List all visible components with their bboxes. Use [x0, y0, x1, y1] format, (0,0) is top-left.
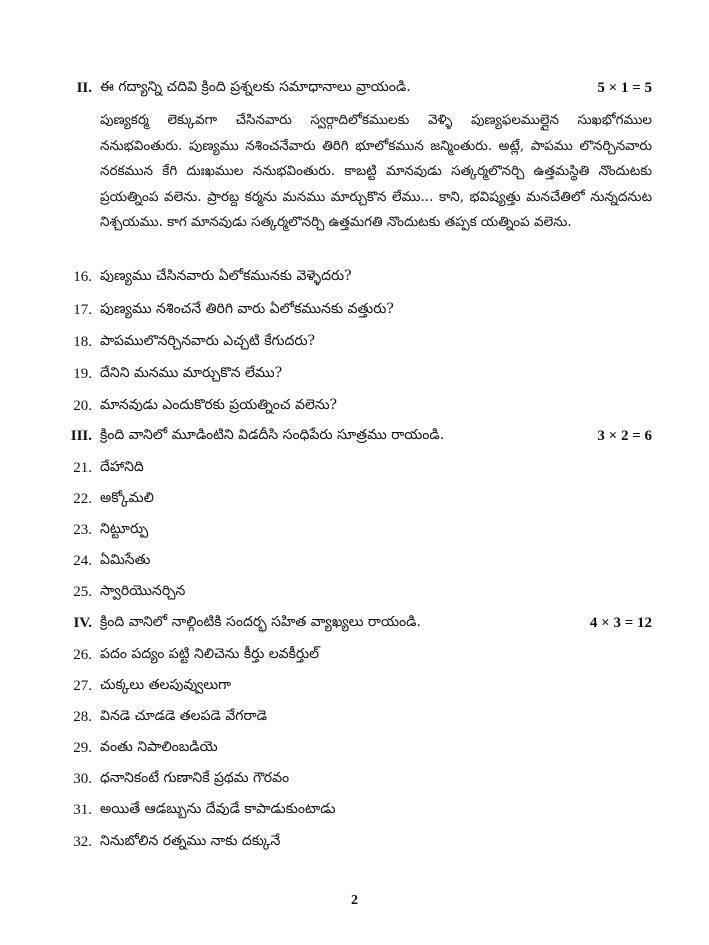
section-number: III.	[70, 427, 92, 444]
question-21	[62, 456, 652, 480]
question-24	[62, 549, 652, 573]
question-text: వంతు నిపాలింబడియె	[100, 738, 218, 755]
section-instruction: క్రింది వానిలో మూడింటిని విడదీసి సంధిపేరు సూత్రము రాయండి.	[100, 426, 445, 443]
question-text: చుక్కలు తలపువ్వులుగా	[100, 676, 231, 693]
question-17	[62, 298, 652, 322]
question-number: 23.	[73, 521, 92, 538]
question-26	[62, 643, 652, 667]
question-number: 21.	[73, 459, 92, 476]
question-30	[62, 767, 652, 791]
question-23	[62, 518, 652, 542]
question-text: అక్కోమలి	[100, 489, 154, 506]
question-18	[62, 330, 652, 354]
question-text: నిట్టూర్పు	[100, 520, 149, 537]
section-number: IV.	[73, 614, 92, 631]
question-20	[62, 394, 652, 418]
question-text: పుణ్యము చేసినవారు ఏలోకమునకు వెళ్ళెదరు?	[100, 267, 352, 284]
question-number: 22.	[73, 490, 92, 507]
question-text: స్వారియొనర్చిన	[100, 582, 186, 599]
question-29	[62, 736, 652, 760]
question-text: వినడె చూడడె తలపడె వేగరాడె	[100, 707, 267, 724]
question-text: అయితే ఆడబ్బును దేవుడే కాపాడుకుంటాడు	[100, 800, 336, 817]
page-number: 2	[351, 893, 358, 908]
question-number: 25.	[73, 583, 92, 600]
section-marks: 5 × 1 = 5	[597, 79, 652, 96]
question-text: పుణ్యము నశించనే తిరిగి వారు ఏలోకమునకు వత్తురు?	[100, 300, 394, 317]
section-marks: 4 × 3 = 12	[589, 614, 652, 631]
question-number: 19.	[73, 365, 92, 382]
question-text: దేనిని మనము మార్చుకొన లేము?	[100, 364, 283, 381]
question-text: ధనానికంటే గుణానికే ప్రథమ గౌరవం	[100, 769, 290, 786]
section-iv-header	[62, 611, 652, 635]
section-instruction: ఈ గద్యాన్ని చదివి క్రింది ప్రశ్నలకు సమాధానాలు వ్రాయండి.	[100, 78, 411, 95]
question-text: ఏమిసేతు	[100, 551, 151, 568]
question-number: 18.	[73, 333, 92, 350]
question-number: 16.	[73, 268, 92, 285]
question-32	[62, 830, 652, 854]
question-number: 27.	[73, 677, 92, 694]
section-number: II.	[76, 79, 92, 96]
question-text: పాపములొనర్చినవారు ఎచ్చటి కేగుదరు?	[100, 332, 316, 349]
section-ii-header	[62, 76, 652, 100]
question-22	[62, 487, 652, 511]
question-number: 20.	[73, 397, 92, 414]
section-instruction: క్రింది వానిలో నాల్గింటికి సందర్భ సహిత వ్యాఖ్యలు రాయండి.	[100, 613, 421, 630]
question-text: దేహానిది	[100, 458, 144, 475]
question-31	[62, 798, 652, 822]
question-number: 26.	[73, 646, 92, 663]
question-number: 31.	[73, 801, 92, 818]
question-number: 28.	[73, 708, 92, 725]
question-text: పదం పద్యం పట్టి నిలిచెను కీర్తు లవకీర్తుల్	[100, 645, 320, 662]
question-19	[62, 362, 652, 386]
question-number: 17.	[73, 301, 92, 318]
question-number: 30.	[73, 770, 92, 787]
question-text: మానవుడు ఎందుకొరకు ప్రయత్నించ వలెను?	[100, 396, 338, 413]
question-28	[62, 705, 652, 729]
section-marks: 3 × 2 = 6	[597, 427, 652, 444]
passage-text: పుణ్యకర్మ లెక్కువగా చేసినవారు స్వర్గాదిలోకములకు వెళ్ళి పుణ్యఫలముల్లైన సుఖభోగముల ననుభవింతురు. పుణ్యము నశించనేవారు తిరిగి భూలోకమున జన్మింతురు. అట్లే, పాపము లొనర్చినవారు నరకమున కేగి దుఃఖముల ననుభవింతురు. కాబట్టి మానవుడు సత్కర్మలొనర్చి ఉత్తమస్థితి నొందుటకు ప్రయత్నింప వలెను. ప్రారబ్ద కర్మను మనము మార్చుకొన లేము... కాని, భవిష్యత్తు మనచేతిలో నున్నదనుట నిశ్చయము. కాగ మానవుడు సత్కర్మలొనర్చి ఉత్తమగతి నొందుటకు తప్పక యత్నింప వలెను.	[100, 112, 652, 230]
question-text: నినుబోలిన రత్నము నాకు దక్కునే	[100, 832, 281, 849]
question-16	[62, 265, 652, 289]
section-iii-header	[62, 424, 652, 448]
question-25	[62, 580, 652, 604]
question-number: 32.	[73, 833, 92, 850]
question-27	[62, 674, 652, 698]
question-number: 29.	[73, 739, 92, 756]
question-number: 24.	[73, 552, 92, 569]
